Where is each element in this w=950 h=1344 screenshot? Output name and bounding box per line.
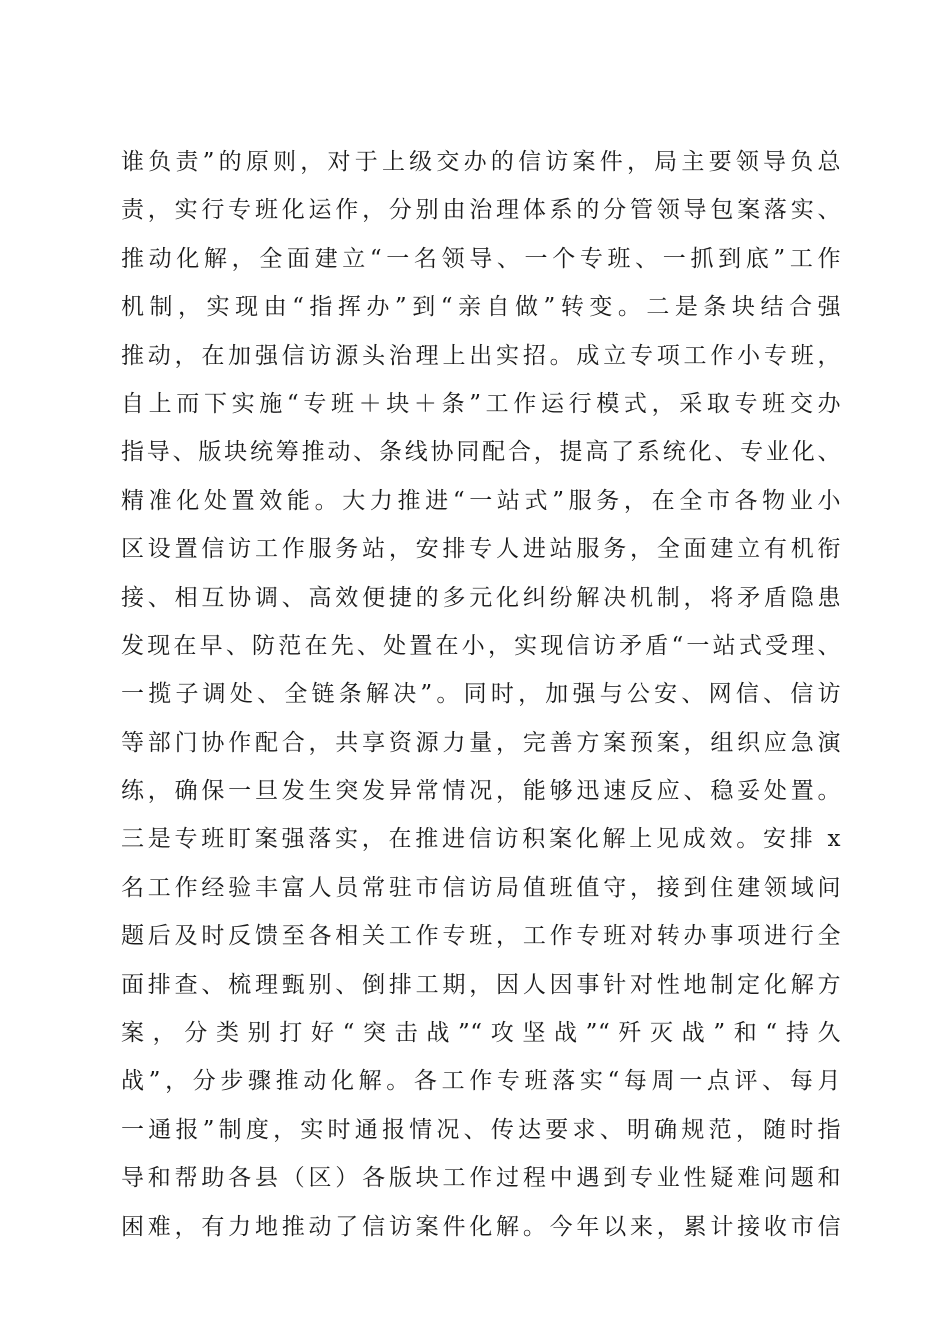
text-line-23: 困难，有力地推动了信访案件化解。今年以来，累计接收市信 — [121, 1213, 841, 1240]
text-line-5: 推动，在加强信访源头治理上出实招。成立专项工作小专班， — [121, 342, 841, 369]
text-line-18: 面排查、梳理甄别、倒排工期，因人因事针对性地制定化解方 — [121, 971, 841, 998]
body-text — [121, 138, 841, 1251]
text-line-13: 等部门协作配合，共享资源力量，完善方案预案，组织应急演 — [121, 729, 841, 756]
text-line-2: 责，实行专班化运作，分别由治理体系的分管领导包案落实、 — [121, 197, 841, 224]
text-line-15: 三是专班盯案强落实，在推进信访积案化解上见成效。安排 x — [121, 826, 841, 853]
text-line-11: 发现在早、防范在先、处置在小，实现信访矛盾“一站式受理、 — [121, 632, 841, 659]
text-line-6: 自上而下实施“专班＋块＋条”工作运行模式，采取专班交办 — [121, 390, 841, 417]
text-line-14: 练，确保一旦发生突发异常情况，能够迅速反应、稳妥处置。 — [121, 778, 841, 805]
text-line-21: 一通报”制度，实时通报情况、传达要求、明确规范，随时指 — [121, 1116, 841, 1143]
text-line-19: 案，分类别打好“突击战”“攻坚战”“歼灭战”和“持久 — [121, 1020, 841, 1047]
text-line-3: 推动化解，全面建立“一名领导、一个专班、一抓到底”工作 — [121, 245, 841, 272]
text-line-4: 机制，实现由“指挥办”到“亲自做”转变。二是条块结合强 — [121, 294, 841, 321]
text-line-9: 区设置信访工作服务站，安排专人进站服务，全面建立有机衔 — [121, 536, 841, 563]
text-line-17: 题后及时反馈至各相关工作专班，工作专班对转办事项进行全 — [121, 923, 841, 950]
text-line-10: 接、相互协调、高效便捷的多元化纠纷解决机制，将矛盾隐患 — [121, 584, 841, 611]
text-line-16: 名工作经验丰富人员常驻市信访局值班值守，接到住建领域问 — [121, 874, 841, 901]
text-line-22: 导和帮助各县（区）各版块工作过程中遇到专业性疑难问题和 — [121, 1165, 841, 1192]
text-line-12: 一揽子调处、全链条解决”。同时，加强与公安、网信、信访 — [121, 681, 841, 708]
text-line-20: 战”，分步骤推动化解。各工作专班落实“每周一点评、每月 — [121, 1068, 841, 1095]
text-line-8: 精准化处置效能。大力推进“一站式”服务，在全市各物业小 — [121, 487, 841, 514]
text-line-1: 谁负责”的原则，对于上级交办的信访案件，局主要领导负总 — [121, 149, 841, 175]
text-line-7: 指导、版块统筹推动、条线协同配合，提高了系统化、专业化、 — [121, 439, 841, 466]
